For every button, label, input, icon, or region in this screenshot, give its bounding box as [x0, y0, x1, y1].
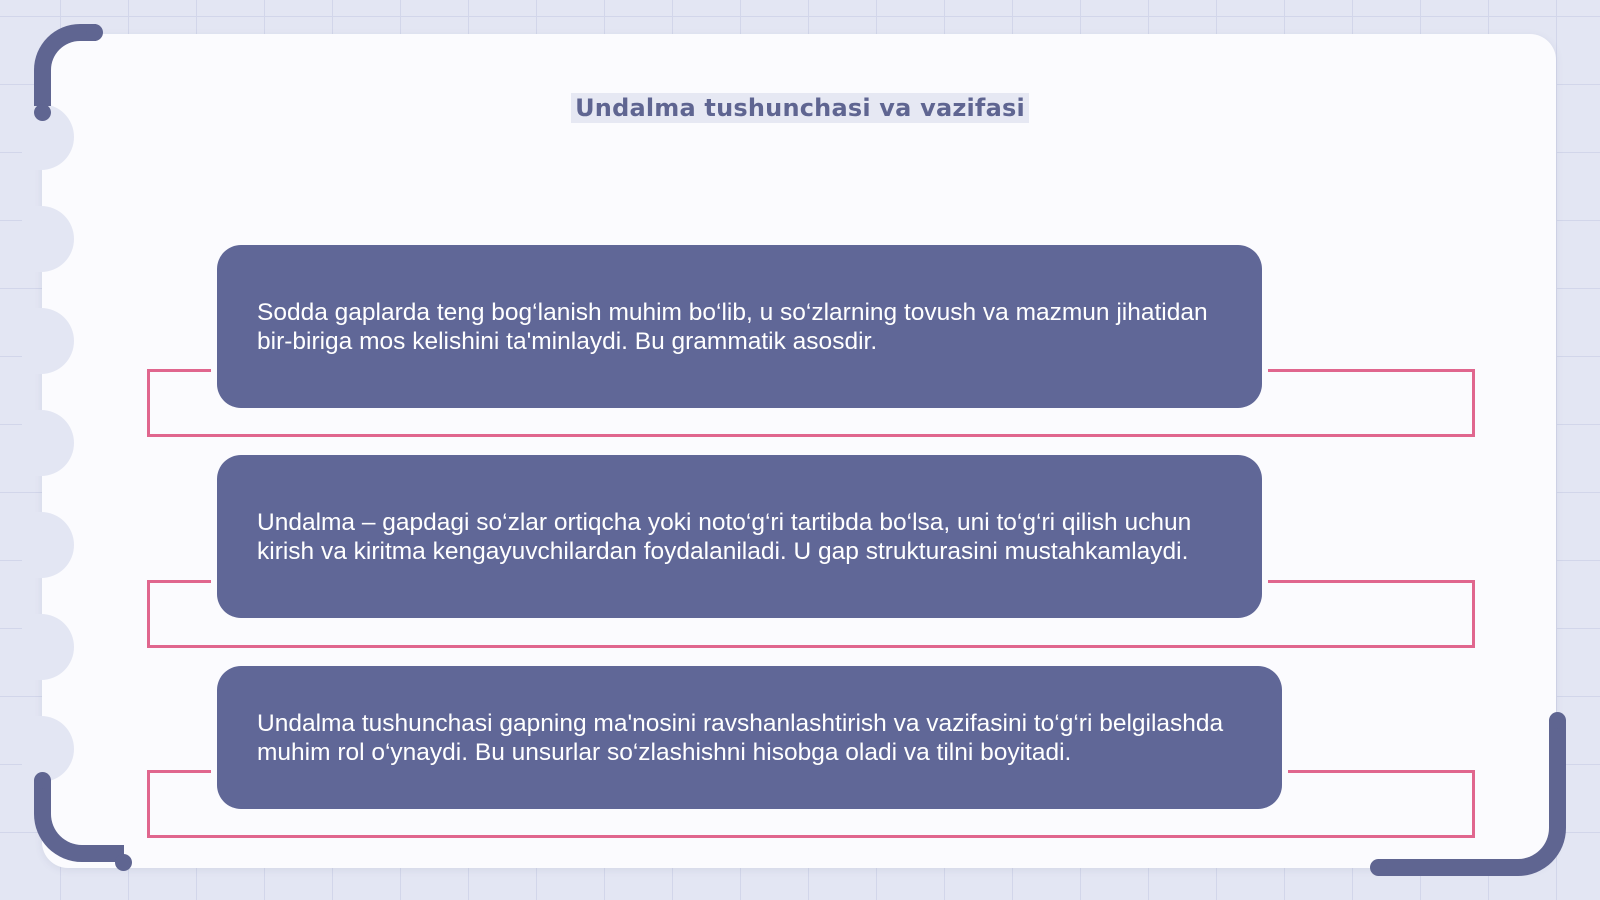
slide-title — [0, 94, 1600, 122]
frame-corner-cap — [1370, 859, 1387, 876]
info-card-2 — [217, 455, 1262, 618]
frame-corner-cap — [86, 24, 103, 41]
info-card-text: Sodda gaplarda teng bog‘lanish muhim bo‘lib, u so‘zlarning tovush va mazmun jihatidan bir-biriga mos kelishini ta'minlaydi. Bu grammatik asosdir. — [257, 298, 1208, 355]
info-card-text: Undalma tushunchasi gapning ma'nosini ravshanlashtirish va vazifasini to‘g‘ri belgilashda muhim rol o‘ynaydi. Bu unsurlar so‘zlashishni hisobga oladi va tilni boyitadi. — [257, 709, 1224, 766]
frame-corner-cap — [115, 854, 132, 871]
info-card-3 — [217, 666, 1282, 809]
frame-corner-cap — [1549, 712, 1566, 729]
frame-corner-cap — [34, 772, 51, 789]
info-card-1 — [217, 245, 1262, 408]
info-card-text: Undalma – gapdagi so‘zlar ortiqcha yoki noto‘g‘ri tartibda bo‘lsa, uni to‘g‘ri qilish uchun kirish va kiritma kengayuvchilardan foydalaniladi. U gap strukturasini mustahkamlaydi. — [257, 508, 1192, 565]
slide-title-text: Undalma tushunchasi va vazifasi — [571, 93, 1029, 123]
